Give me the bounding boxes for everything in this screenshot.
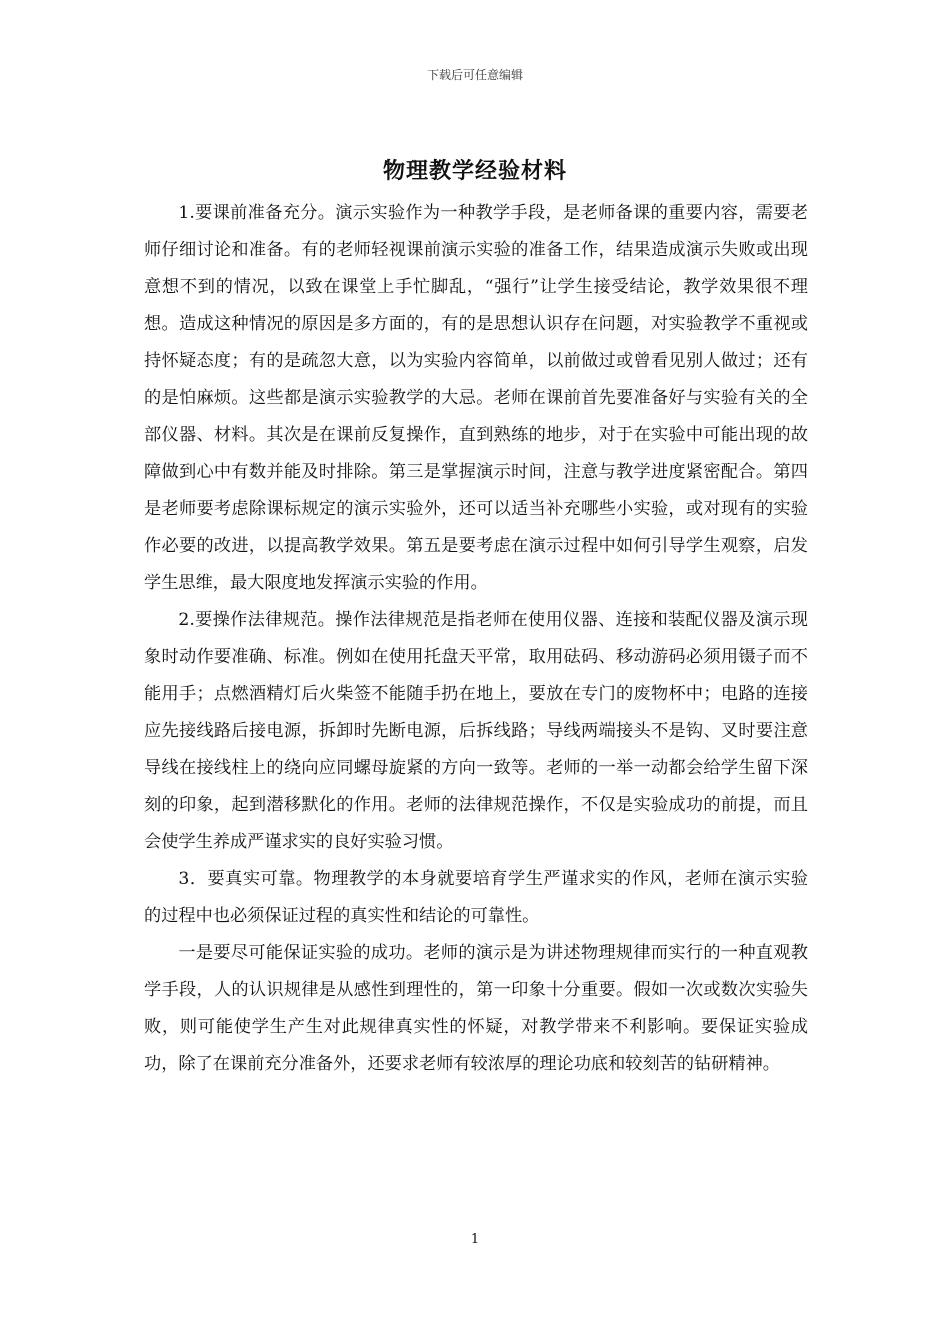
page-number: 1 <box>470 1232 480 1247</box>
paragraph-2: 2.要操作法律规范。操作法律规范是指老师在使用仪器、连接和装配仪器及演示现象时动作要准确、标准。例如在使用托盘天平常，取用砝码、移动游码必须用镊子而不能用手；点燃酒精灯后火柴签不能随手扔在地上，要放在专门的废物杯中；电路的连接应先接线路后接电源，拆卸时先断电源，后拆线路；导线两端接头不是钩、叉时要注意导线在接线柱上的绕向应同螺母旋紧的方向一致等。老师的一举一动都会给学生留下深刻的印象，起到潜移默化的作用。老师的法律规范操作，不仅是实验成功的前提，而且会使学生养成严谨求实的良好实验习惯。 <box>144 610 808 852</box>
paragraph-1: 1.要课前准备充分。演示实验作为一种教学手段，是老师备课的重要内容，需要老师仔细讨论和准备。有的老师轻视课前演示实验的准备工作，结果造成演示失败或出现意想不到的情况，以致在课堂上手忙脚乱，“强行”让学生接受结论，教学效果很不理想。造成这种情况的原因是多方面的，有的是思想认识存在问题，对实验教学不重视或持怀疑态度；有的是疏忽大意，以为实验内容简单，以前做过或曾看见别人做过；还有的是怕麻烦。这些都是演示实验教学的大忌。老师在课前首先要准备好与实验有关的全部仪器、材料。其次是在课前反复操作，直到熟练的地步，对于在实验中可能出现的故障做到心中有数并能及时排除。第三是掌握演示时间，注意与教学进度紧密配合。第四是老师要考虑除课标规定的演示实验外，还可以适当补充哪些小实验，或对现有的实验作必要的改进，以提高教学效果。第五是要考虑在演示过程中如何引导学生观察，启发学生思维，最大限度地发挥演示实验的作用。 <box>144 203 808 593</box>
page-header: 下载后可任意编辑 <box>426 68 523 82</box>
paragraph-3: 3．要真实可靠。物理教学的本身就要培育学生严谨求实的作风，老师在演示实验的过程中也必须保证过程的真实性和结论的可靠性。 <box>144 869 808 926</box>
paragraph-4: 一是要尽可能保证实验的成功。老师的演示是为讲述物理规律而实行的一种直观教学手段，人的认识规律是从感性到理性的，第一印象十分重要。假如一次或数次实验失败，则可能使学生产生对此规律真实性的怀疑，对教学带来不利影响。要保证实验成功，除了在课前充分准备外，还要求老师有较浓厚的理论功底和较刻苦的钻研精神。 <box>144 943 808 1074</box>
document-body <box>144 195 808 1083</box>
document-title: 物理教学经验材料 <box>382 158 567 184</box>
